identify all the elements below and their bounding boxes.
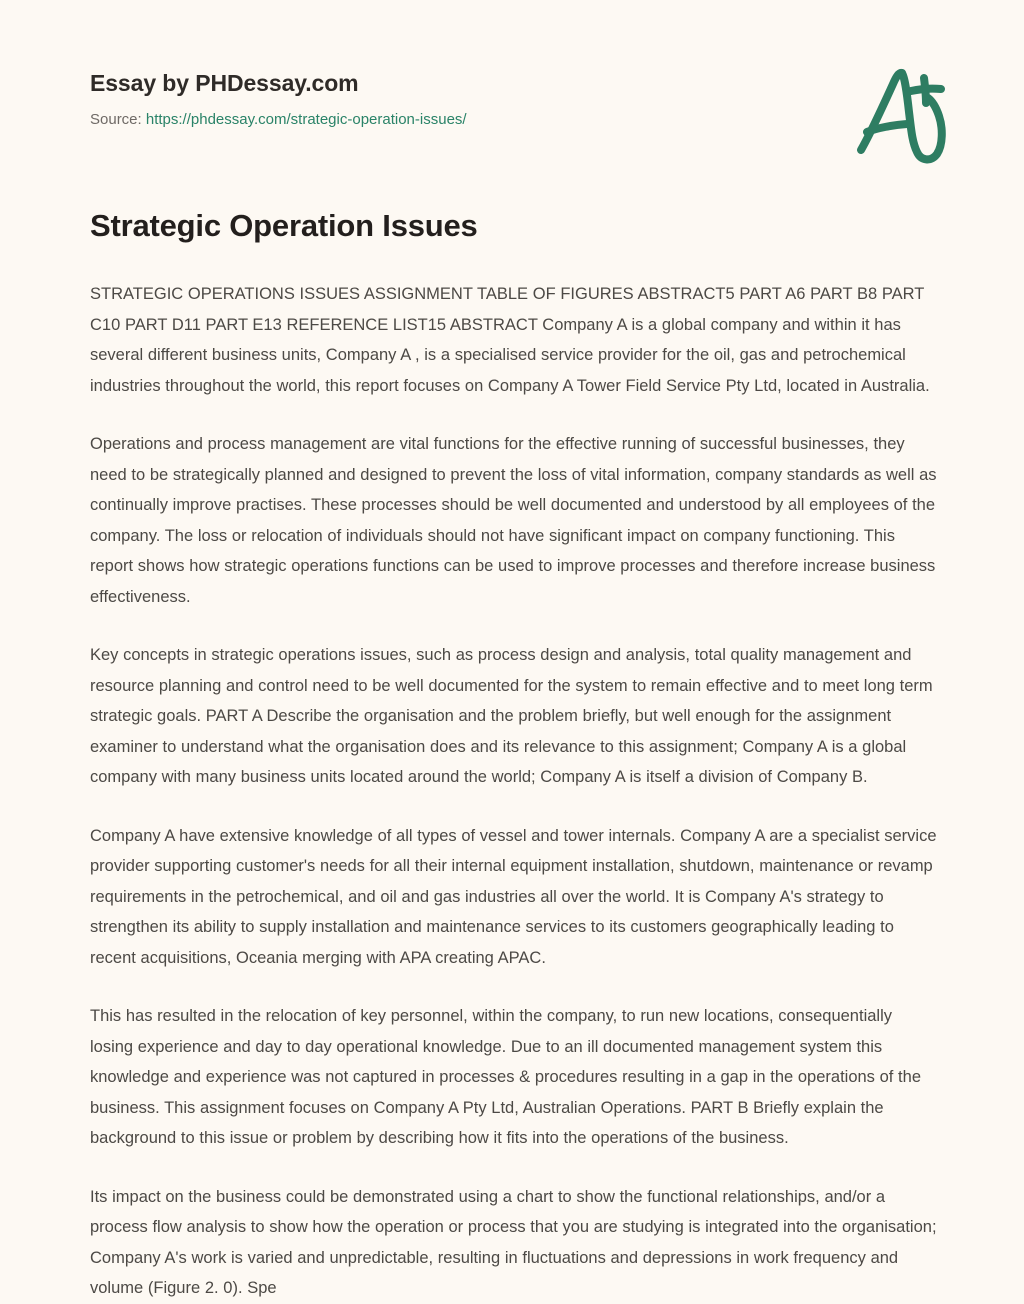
page-title: Strategic Operation Issues: [90, 208, 478, 243]
article: [90, 205, 938, 1304]
article-paragraph: This has resulted in the relocation of key personnel, within the company, to run new locations, consequentially losing experience and day to day operational knowledge. Due to an ill documented management system this knowledge and experience was not captured in processes & procedures resulting in a gap in the operations of the business. This assignment focuses on Company A Pty Ltd, Australian Operations. PART B Briefly explain the background to this issue or problem by describing how it fits into the operations of the business.: [90, 1007, 921, 1147]
page-header: [0, 0, 1024, 190]
source-link[interactable]: https://phdessay.com/strategic-operation-issues/: [145, 111, 467, 128]
article-paragraph: Its impact on the business could be demonstrated using a chart to show the functional relationships, and/or a process flow analysis to show how the operation or process that you are studying is integrated into the organisation; Company A's work is varied and unpredictable, resulting in fluctuations and depressions in work frequency and volume (Figure 2. 0). Spe: [90, 1187, 937, 1297]
article-paragraph: Operations and process management are vital functions for the effective running of successful businesses, they need to be strategically planned and designed to prevent the loss of vital information, company standards as well as continually improve practises. These processes should be well documented and understood by all employees of the company. The loss or relocation of individuals should not have significant impact on company functioning. This report shows how strategic operations functions can be used to improve processes and therefore increase business effectiveness.: [90, 435, 937, 606]
brand-title: Essay by PHDessay.com: [90, 70, 359, 96]
article-paragraph: STRATEGIC OPERATIONS ISSUES ASSIGNMENT TABLE OF FIGURES ABSTRACT5 PART A6 PART B8 PART C10 PART D11 PART E13 REFERENCE LIST15 ABSTRACT Company A is a global company and within it has several different business units, Company A , is a specialised service provider for the oil, gas and petrochemical industries throughout the world, this report focuses on Company A Tower Field Service Pty Ltd, located in Australia.: [90, 285, 930, 395]
article-paragraph: Company A have extensive knowledge of all types of vessel and tower internals. Company A are a specialist service provider supporting customer's needs for all their internal equipment installation, shutdown, maintenance or revamp requirements in the petrochemical, and oil and gas industries all over the world. It is Company A's strategy to strengthen its ability to supply installation and maintenance services to its customers geographically leading to recent acquisitions, Oceania merging with APA creating APAC.: [90, 826, 937, 967]
brand-block: [90, 68, 710, 130]
a-plus-logo: [849, 62, 969, 172]
source-label: Source:: [90, 111, 142, 128]
source-line: [90, 110, 710, 130]
article-body: [90, 279, 938, 1304]
a-plus-logo-icon: [849, 62, 969, 172]
article-paragraph: Key concepts in strategic operations issues, such as process design and analysis, total quality management and resource planning and control need to be well documented for the system to remain effective and to meet long term strategic goals. PART A Describe the organisation and the problem briefly, but well enough for the assignment examiner to understand what the organisation does and its relevance to this assignment; Company A is a global company with many business units located around the world; Company A is itself a division of Company B.: [90, 646, 933, 786]
